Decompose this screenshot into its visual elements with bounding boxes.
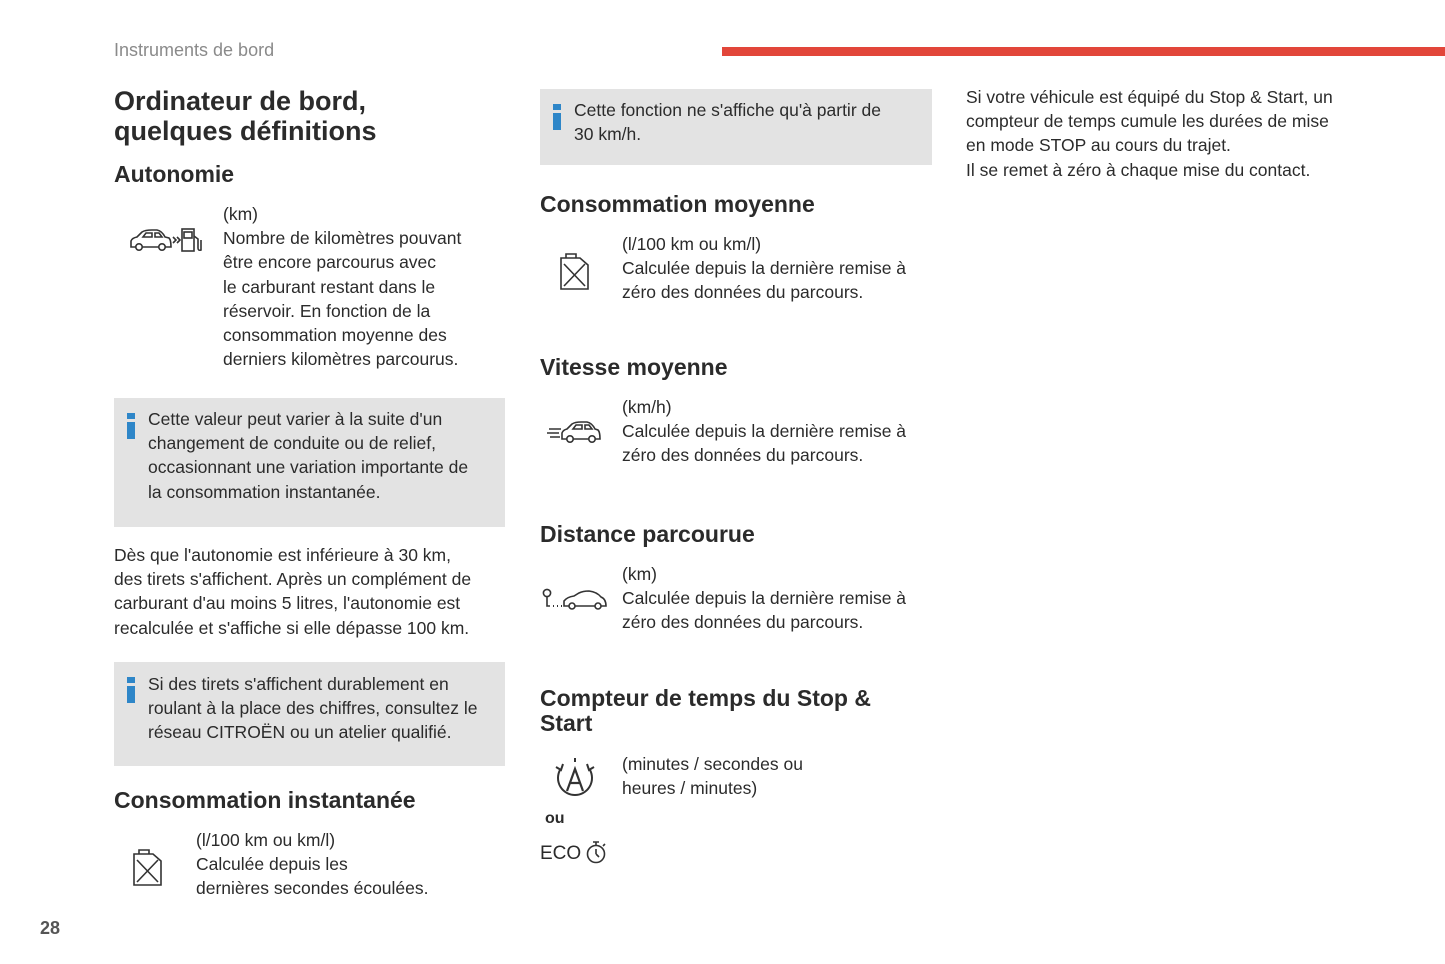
heading-vitesse-moyenne: Vitesse moyenne — [540, 354, 728, 380]
stop-start-a-icon — [553, 757, 597, 805]
eco-timer-icon — [585, 840, 609, 866]
stop-start-description: (minutes / secondes ou heures / minutes) — [622, 754, 803, 799]
heading-consommation-moyenne: Consommation moyenne — [540, 191, 815, 217]
info-note-dashes — [114, 662, 505, 766]
fuel-can-icon — [131, 848, 167, 888]
heading-autonomie: Autonomie — [114, 161, 235, 187]
section-label: Instruments de bord — [114, 40, 275, 60]
conso-moyenne-description: (l/100 km ou km/l) Calculée depuis la dernière remise à zéro des données du parcours. — [622, 234, 907, 303]
heading-stop-start: Compteur de temps du Stop & Start — [540, 685, 871, 736]
conso-instantanee-description: (l/100 km ou km/l) Calculée depuis les dernières secondes écoulées. — [196, 830, 429, 899]
distance-description: (km) Calculée depuis la dernière remise à zéro des données du parcours. — [622, 564, 907, 633]
car-to-fuel-pump-icon — [128, 226, 204, 256]
info-note-consumption-variation — [114, 398, 505, 527]
speeding-car-icon — [547, 420, 603, 446]
autonomie-description: (km) Nombre de kilomètres pouvant être encore parcourus avec le carburant restant dans le réservoir. En fonction de la consommation moyenne des derniers kilomètres parcourus. — [223, 204, 462, 370]
car-distance-icon — [541, 588, 609, 612]
fuel-can-icon — [558, 252, 594, 292]
vitesse-moyenne-description: (km/h) Calculée depuis la dernière remise à zéro des données du parcours. — [622, 397, 907, 466]
or-label: ou — [545, 810, 565, 827]
page-number: 28 — [40, 918, 61, 938]
note-text: Cette fonction ne s'affiche qu'à partir de 30 km/h. — [574, 100, 881, 145]
eco-label: ECO — [540, 843, 582, 864]
page-title: Ordinateur de bord, quelques définitions — [114, 86, 377, 146]
note-text: Si des tirets s'affichent durablement en roulant à la place des chiffres, consultez le réseau CITROËN ou un atelier qualifié. — [148, 674, 478, 743]
autonomie-paragraph: Dès que l'autonomie est inférieure à 30 km, des tirets s'affichent. Après un complément de carburant d'au moins 5 litres, l'autonomie est recalculée et s'affiche si elle dépasse 100 km. — [114, 545, 472, 638]
header-accent-bar — [722, 47, 1445, 56]
heading-consommation-instantanee: Consommation instantanée — [114, 787, 416, 813]
stop-start-explanation: Si votre véhicule est équipé du Stop & Start, un compteur de temps cumule les durées de mise en mode STOP au cours du trajet. Il se remet à zéro à chaque mise du contact. — [966, 87, 1333, 180]
note-text: Cette valeur peut varier à la suite d'un changement de conduite ou de relief, occasionnant une variation importante de la consommation instantanée. — [148, 409, 469, 502]
info-note-30kmh — [540, 89, 932, 165]
heading-distance-parcourue: Distance parcourue — [540, 521, 755, 547]
